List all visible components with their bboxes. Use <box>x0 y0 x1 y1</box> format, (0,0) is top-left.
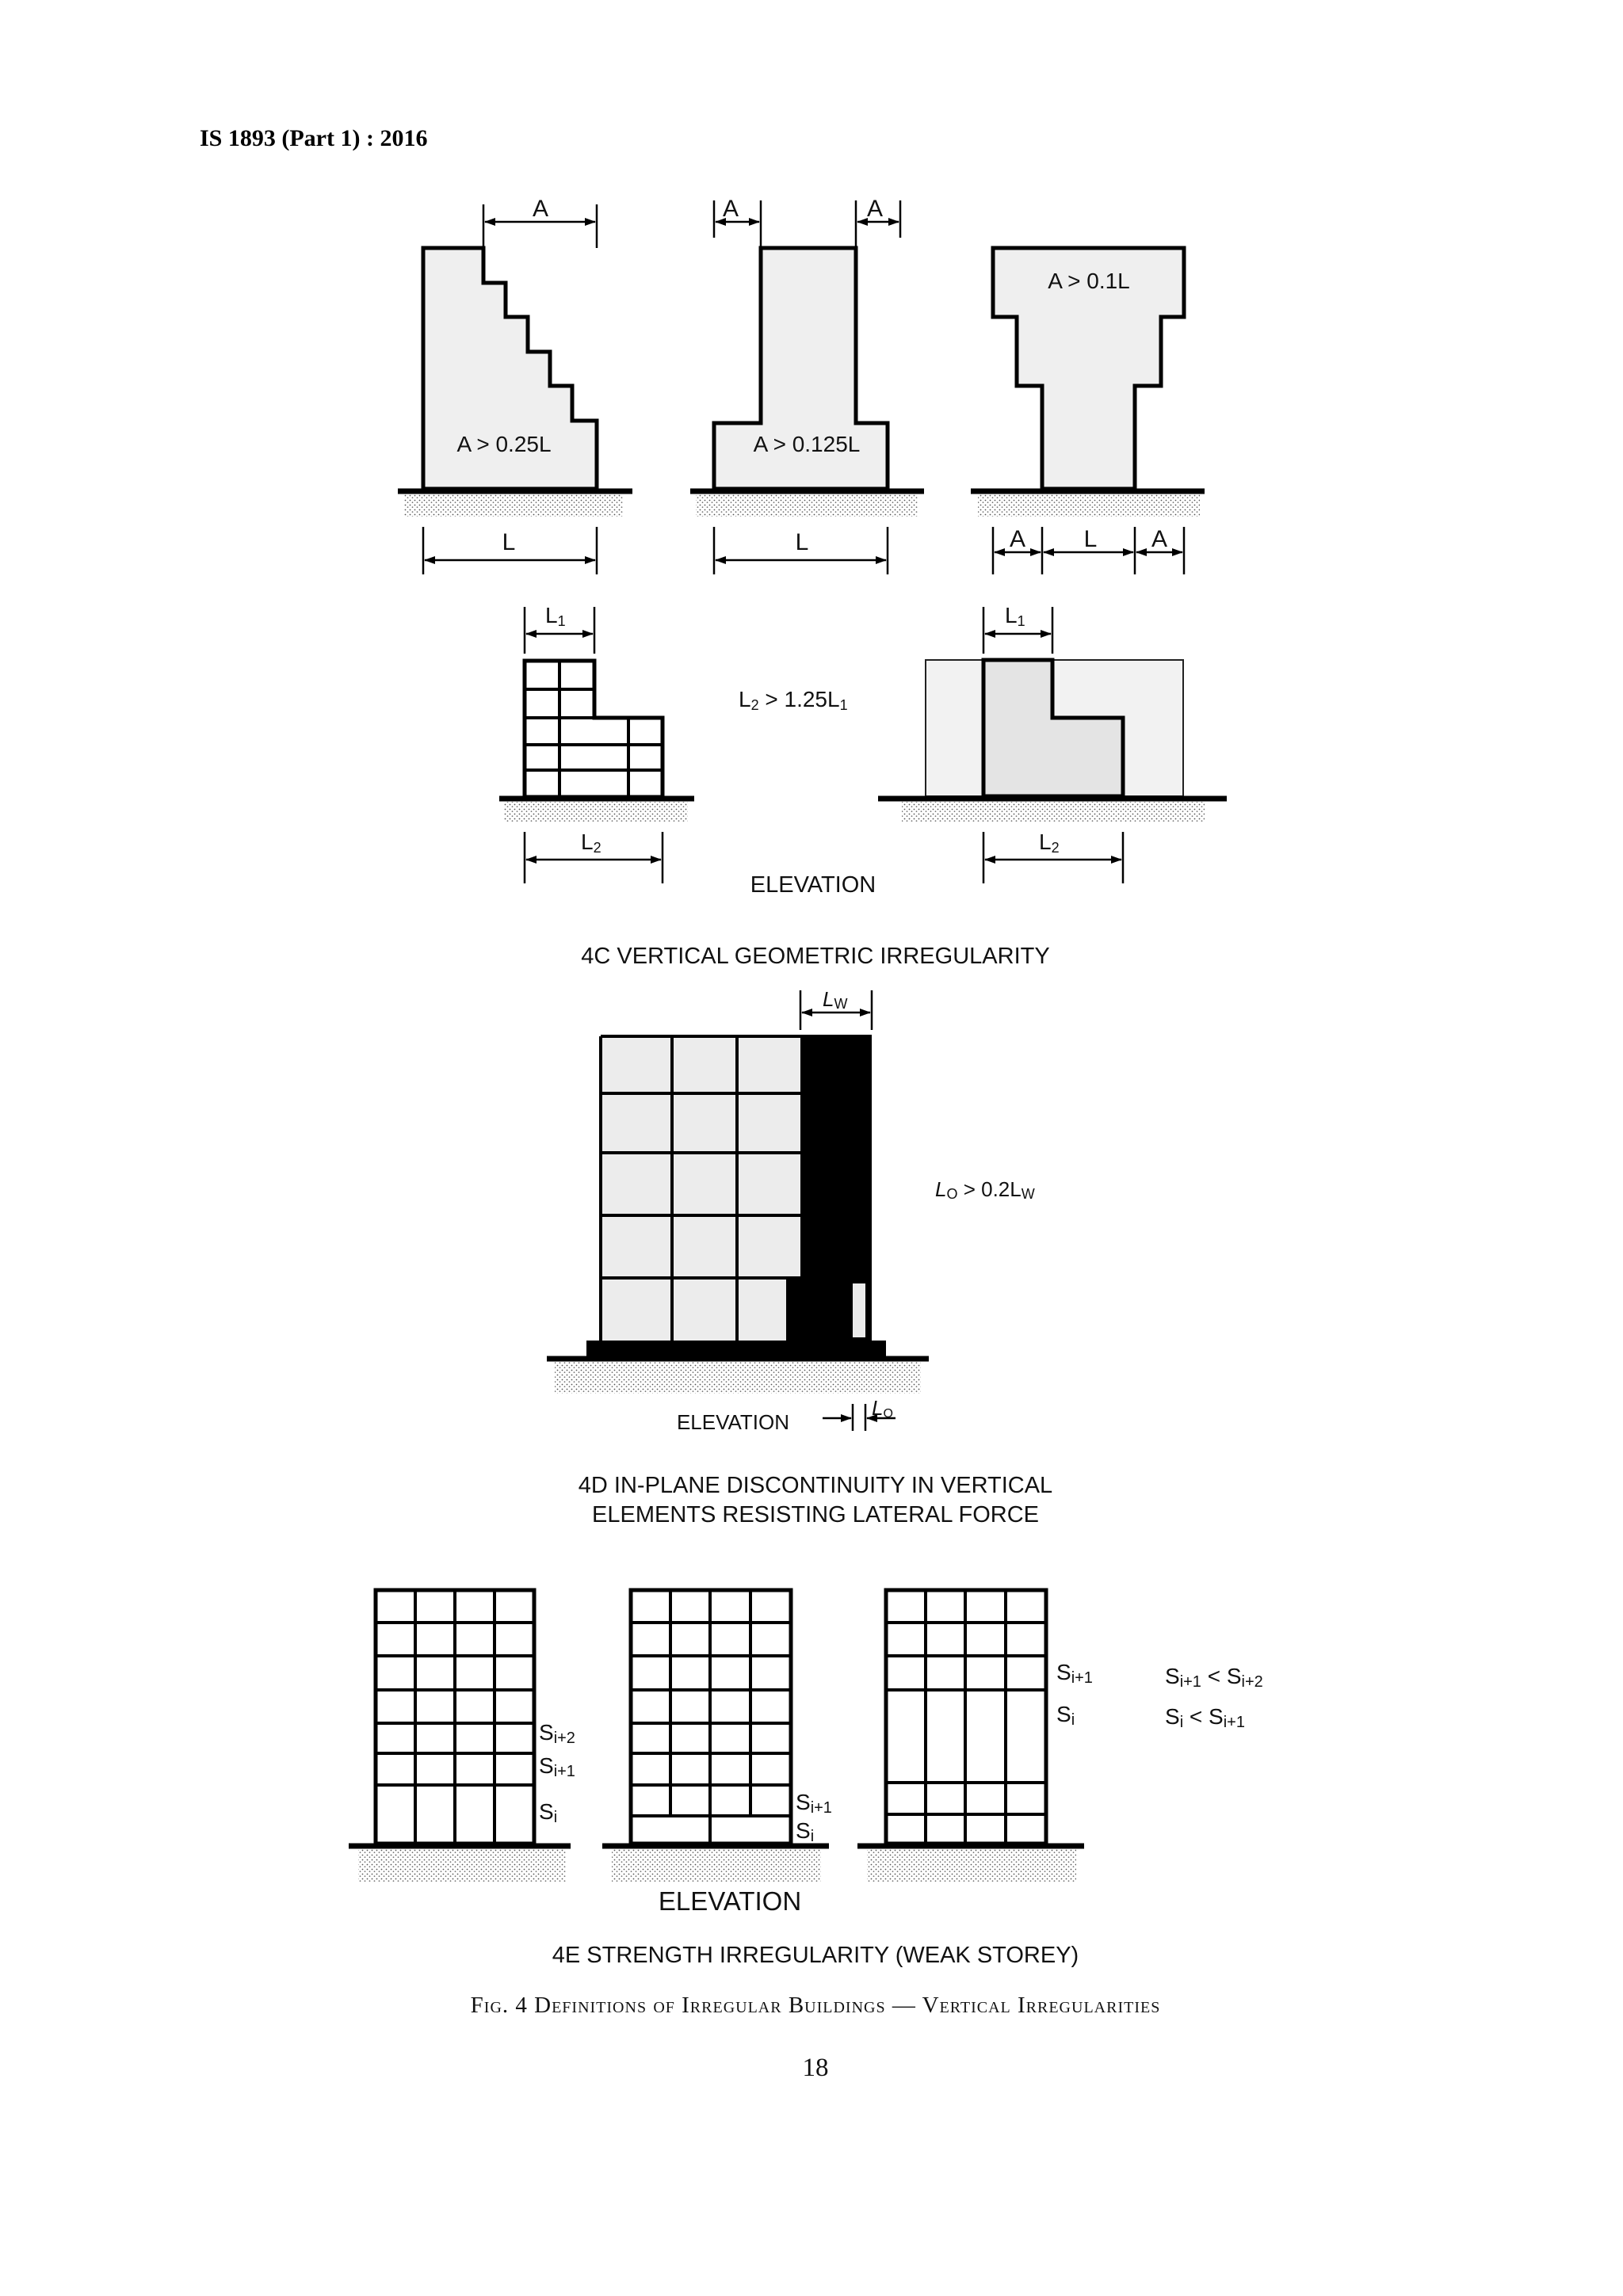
dim-l1-left: L1 <box>545 603 566 629</box>
figure-caption: Fig. 4 Definitions of Irregular Buildings — Vertical Irregularities <box>470 1993 1161 2018</box>
standard-header: IS 1893 (Part 1) : 2016 <box>200 125 428 151</box>
relation-si1-si2: Si+1 < Si+2 <box>1165 1664 1263 1691</box>
building-stepped <box>398 196 632 574</box>
elevation-label-4e: ELEVATION <box>658 1886 802 1916</box>
cond-l2-125l1: L2 > 1.25L1 <box>739 687 848 713</box>
dim-a-2: A <box>722 196 739 222</box>
building-setback <box>690 196 924 574</box>
dim-a-1: A <box>532 196 549 222</box>
dim-a-4: A <box>1009 526 1026 552</box>
cond-lo-02lw: LO > 0.2LW <box>935 1177 1035 1202</box>
dim-a-3: A <box>866 196 884 222</box>
dim-lo: LO <box>872 1396 893 1421</box>
cond-a-025l: A > 0.25L <box>456 432 552 456</box>
label-si1-b: Si+1 <box>796 1790 832 1817</box>
caption-4d-line1: 4D IN-PLANE DISCONTINUITY IN VERTICAL <box>578 1473 1053 1498</box>
dim-l-1: L <box>502 529 516 555</box>
label-si1-a: Si+1 <box>539 1753 575 1780</box>
dim-lw: LW <box>823 987 848 1012</box>
building-t-shape <box>971 248 1205 574</box>
elevation-label-4c: ELEVATION <box>750 872 876 898</box>
caption-4e: 4E STRENGTH IRREGULARITY (WEAK STOREY) <box>552 1943 1079 1968</box>
dim-l-2: L <box>795 529 809 555</box>
dim-l-3: L <box>1083 526 1098 552</box>
fig-4d <box>547 987 1052 1527</box>
caption-4d-line2: ELEMENTS RESISTING LATERAL FORCE <box>592 1502 1039 1527</box>
building-grid-frame <box>499 603 694 883</box>
frame-building-c <box>857 1590 1093 1882</box>
fig-4c <box>398 196 1227 969</box>
building-stepped-box <box>878 603 1227 883</box>
label-si-b: Si <box>796 1818 815 1845</box>
label-si2-a: Si+2 <box>539 1720 575 1747</box>
dim-a-5: A <box>1151 526 1168 552</box>
dim-l2-right: L2 <box>1039 830 1060 856</box>
cond-a-01l: A > 0.1L <box>1048 269 1130 293</box>
shear-wall <box>800 1035 872 1280</box>
label-si1-c: Si+1 <box>1056 1660 1093 1687</box>
dim-l1-right: L1 <box>1005 603 1025 629</box>
elevation-label-4d: ELEVATION <box>676 1410 790 1434</box>
relation-si-si1: Si < Si+1 <box>1165 1704 1245 1731</box>
dim-l2-left: L2 <box>581 830 601 856</box>
frame-building-a <box>349 1590 575 1882</box>
caption-4c: 4C VERTICAL GEOMETRIC IRREGULARITY <box>581 944 1050 969</box>
page-number: 18 <box>802 2054 829 2082</box>
label-si-c: Si <box>1056 1702 1075 1729</box>
label-si-a: Si <box>539 1799 558 1826</box>
fig-4e <box>349 1590 1263 1968</box>
frame-building-b <box>602 1590 832 1882</box>
cond-a-0125l: A > 0.125L <box>753 432 861 456</box>
